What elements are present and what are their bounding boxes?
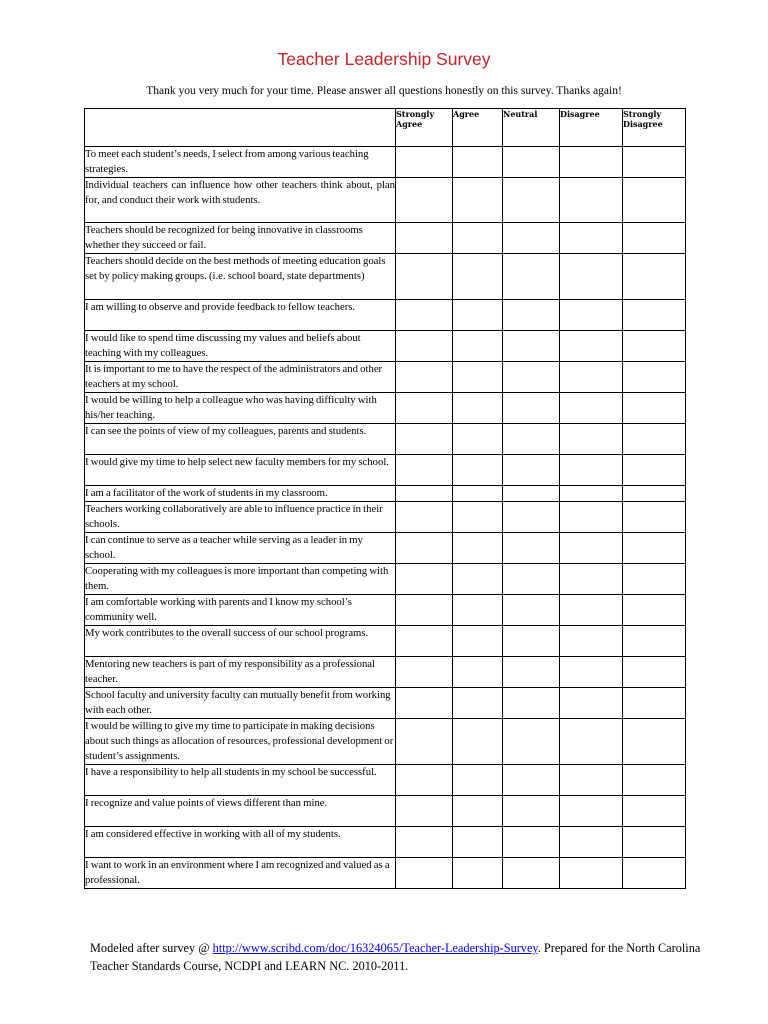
response-cell[interactable]: [453, 254, 503, 300]
statement-text: I recognize and value points of views different than mine.: [85, 796, 396, 827]
response-cell[interactable]: [623, 564, 686, 595]
source-link[interactable]: http://www.scribd.com/doc/16324065/Teacher-Leadership-Survey: [212, 941, 538, 955]
statement-text: I am comfortable working with parents and I know my school’s community well.: [85, 595, 396, 626]
response-cell[interactable]: [396, 331, 453, 362]
column-agree: Agree: [453, 109, 503, 147]
response-cell[interactable]: [396, 147, 453, 178]
table-row: [85, 502, 686, 533]
response-cell[interactable]: [503, 393, 560, 424]
response-cell[interactable]: [396, 657, 453, 688]
table-row: [85, 765, 686, 796]
response-cell[interactable]: [503, 502, 560, 533]
response-cell[interactable]: [396, 858, 453, 889]
response-cell[interactable]: [453, 424, 503, 455]
response-cell[interactable]: [396, 393, 453, 424]
response-cell[interactable]: [623, 455, 686, 486]
response-cell[interactable]: [453, 796, 503, 827]
response-cell[interactable]: [396, 564, 453, 595]
table-row: [85, 300, 686, 331]
response-cell[interactable]: [453, 533, 503, 564]
response-cell[interactable]: [396, 424, 453, 455]
response-cell[interactable]: [503, 455, 560, 486]
response-cell[interactable]: [503, 657, 560, 688]
statement-header-cell: [85, 109, 396, 147]
response-cell[interactable]: [503, 595, 560, 626]
response-cell[interactable]: [396, 502, 453, 533]
statement-text: School faculty and university faculty can mutually benefit from working with each other.: [85, 688, 396, 719]
statement-text: Mentoring new teachers is part of my responsibility as a professional teacher.: [85, 657, 396, 688]
response-cell[interactable]: [623, 657, 686, 688]
response-cell[interactable]: [503, 626, 560, 657]
response-cell[interactable]: [623, 688, 686, 719]
statement-text: I would be willing to give my time to participate in making decisions about such things as allocation of resources, professional development or student’s assignments.: [85, 719, 396, 765]
statement-text: I would be willing to help a colleague who was having difficulty with his/her teaching.: [85, 393, 396, 424]
response-cell[interactable]: [623, 393, 686, 424]
table-row: [85, 424, 686, 455]
response-cell[interactable]: [623, 178, 686, 223]
response-cell[interactable]: [503, 254, 560, 300]
table-row: [85, 178, 686, 223]
response-cell[interactable]: [503, 564, 560, 595]
response-cell[interactable]: [396, 455, 453, 486]
table-row: [85, 362, 686, 393]
response-cell[interactable]: [503, 719, 560, 765]
column-strongly-disagree: Strongly Disagree: [623, 109, 686, 147]
statement-text: Teachers working collaboratively are able to influence practice in their schools.: [85, 502, 396, 533]
table-row: [85, 331, 686, 362]
statement-text: I am a facilitator of the work of students in my classroom.: [85, 486, 396, 502]
response-cell[interactable]: [560, 223, 623, 254]
footer-prefix: Modeled after survey @: [90, 941, 213, 955]
response-cell[interactable]: [623, 626, 686, 657]
response-cell[interactable]: [396, 595, 453, 626]
table-row: [85, 595, 686, 626]
statement-text: I would like to spend time discussing my values and beliefs about teaching with my colleagues.: [85, 331, 396, 362]
survey-table: [84, 108, 686, 889]
statement-text: To meet each student’s needs, I select from among various teaching strategies.: [85, 147, 396, 178]
response-cell[interactable]: [453, 657, 503, 688]
response-cell[interactable]: [503, 178, 560, 223]
response-cell[interactable]: [623, 254, 686, 300]
response-cell[interactable]: [560, 502, 623, 533]
table-row: [85, 657, 686, 688]
statement-text: I can continue to serve as a teacher while serving as a leader in my school.: [85, 533, 396, 564]
table-row: [85, 688, 686, 719]
response-cell[interactable]: [623, 223, 686, 254]
table-header-row: [85, 109, 686, 147]
response-cell[interactable]: [453, 223, 503, 254]
response-cell[interactable]: [503, 688, 560, 719]
statement-text: I am willing to observe and provide feedback to fellow teachers.: [85, 300, 396, 331]
table-row: [85, 486, 686, 502]
response-cell[interactable]: [453, 178, 503, 223]
response-cell[interactable]: [503, 424, 560, 455]
response-cell[interactable]: [396, 486, 453, 502]
table-row: [85, 533, 686, 564]
statement-text: I have a responsibility to help all students in my school be successful.: [85, 765, 396, 796]
response-cell[interactable]: [503, 858, 560, 889]
table-row: [85, 796, 686, 827]
response-cell[interactable]: [396, 827, 453, 858]
response-cell[interactable]: [623, 300, 686, 331]
response-cell[interactable]: [560, 533, 623, 564]
response-cell[interactable]: [396, 719, 453, 765]
response-cell[interactable]: [503, 486, 560, 502]
response-cell[interactable]: [396, 300, 453, 331]
response-cell[interactable]: [560, 254, 623, 300]
response-cell[interactable]: [453, 595, 503, 626]
response-cell[interactable]: [396, 626, 453, 657]
response-cell[interactable]: [560, 178, 623, 223]
survey-instructions: Thank you very much for your time. Please answer all questions honestly on this survey. Thanks again!: [146, 85, 622, 97]
table-row: [85, 626, 686, 657]
table-row: [85, 455, 686, 486]
table-row: [85, 223, 686, 254]
statement-text: Teachers should decide on the best methods of meeting education goals set by policy making groups. (i.e. school board, state departments): [85, 254, 396, 300]
table-row: [85, 564, 686, 595]
response-cell[interactable]: [623, 331, 686, 362]
response-cell[interactable]: [453, 486, 503, 502]
response-cell[interactable]: [560, 424, 623, 455]
response-cell[interactable]: [453, 455, 503, 486]
response-cell[interactable]: [453, 858, 503, 889]
statement-text: I would give my time to help select new faculty members for my school.: [85, 455, 396, 486]
table-row: [85, 858, 686, 889]
response-cell[interactable]: [453, 393, 503, 424]
response-cell[interactable]: [560, 796, 623, 827]
response-cell[interactable]: [560, 827, 623, 858]
response-cell[interactable]: [396, 688, 453, 719]
response-cell[interactable]: [503, 796, 560, 827]
response-cell[interactable]: [503, 533, 560, 564]
response-cell[interactable]: [623, 147, 686, 178]
response-cell[interactable]: [623, 827, 686, 858]
response-cell[interactable]: [623, 858, 686, 889]
column-disagree: Disagree: [560, 109, 623, 147]
response-cell[interactable]: [503, 331, 560, 362]
response-cell[interactable]: [396, 362, 453, 393]
response-cell[interactable]: [453, 719, 503, 765]
response-cell[interactable]: [396, 765, 453, 796]
statement-text: It is important to me to have the respect of the administrators and other teachers at my school.: [85, 362, 396, 393]
response-cell[interactable]: [396, 223, 453, 254]
response-cell[interactable]: [560, 331, 623, 362]
table-row: [85, 827, 686, 858]
page-title: Teacher Leadership Survey: [277, 49, 491, 69]
response-cell[interactable]: [453, 502, 503, 533]
response-cell[interactable]: [503, 147, 560, 178]
table-row: [85, 147, 686, 178]
column-strongly-agree: Strongly Agree: [396, 109, 453, 147]
response-cell[interactable]: [503, 223, 560, 254]
response-cell[interactable]: [560, 455, 623, 486]
response-cell[interactable]: [623, 796, 686, 827]
response-cell[interactable]: [623, 424, 686, 455]
statement-text: Cooperating with my colleagues is more important than competing with them.: [85, 564, 396, 595]
response-cell[interactable]: [453, 827, 503, 858]
response-cell[interactable]: [560, 393, 623, 424]
response-cell[interactable]: [453, 362, 503, 393]
response-cell[interactable]: [560, 688, 623, 719]
response-cell[interactable]: [623, 486, 686, 502]
response-cell[interactable]: [453, 688, 503, 719]
response-cell[interactable]: [453, 331, 503, 362]
response-cell[interactable]: [453, 564, 503, 595]
statement-text: I want to work in an environment where I am recognized and valued as a professional.: [85, 858, 396, 889]
response-cell[interactable]: [560, 147, 623, 178]
statement-text: Individual teachers can influence how other teachers think about, plan for, and conduct their work with students.: [85, 178, 396, 223]
column-neutral: Neutral: [503, 109, 560, 147]
statement-text: Teachers should be recognized for being innovative in classrooms whether they succeed or fail.: [85, 223, 396, 254]
statement-text: I am considered effective in working with all of my students.: [85, 827, 396, 858]
table-row: [85, 719, 686, 765]
response-cell[interactable]: [560, 486, 623, 502]
response-cell[interactable]: [503, 362, 560, 393]
table-row: [85, 254, 686, 300]
response-cell[interactable]: [560, 657, 623, 688]
response-cell[interactable]: [560, 564, 623, 595]
response-cell[interactable]: [453, 300, 503, 331]
response-cell[interactable]: [453, 626, 503, 657]
response-cell[interactable]: [623, 533, 686, 564]
footer-suffix: . Prepared for the North Carolina Teacher Standards Course, NCDPI and LEARN NC. 2010-2011.: [90, 941, 701, 973]
response-cell[interactable]: [560, 765, 623, 796]
response-cell[interactable]: [560, 719, 623, 765]
response-cell[interactable]: [623, 362, 686, 393]
response-cell[interactable]: [560, 858, 623, 889]
response-cell[interactable]: [396, 796, 453, 827]
response-cell[interactable]: [396, 533, 453, 564]
response-cell[interactable]: [560, 626, 623, 657]
footer-note: [90, 939, 710, 975]
response-cell[interactable]: [623, 502, 686, 533]
response-cell[interactable]: [453, 147, 503, 178]
response-cell[interactable]: [503, 827, 560, 858]
response-cell[interactable]: [560, 595, 623, 626]
response-cell[interactable]: [453, 765, 503, 796]
response-cell[interactable]: [623, 595, 686, 626]
response-cell[interactable]: [503, 765, 560, 796]
response-cell[interactable]: [560, 362, 623, 393]
response-cell[interactable]: [623, 765, 686, 796]
response-cell[interactable]: [623, 719, 686, 765]
response-cell[interactable]: [396, 178, 453, 223]
response-cell[interactable]: [396, 254, 453, 300]
statement-text: I can see the points of view of my colleagues, parents and students.: [85, 424, 396, 455]
table-row: [85, 393, 686, 424]
response-cell[interactable]: [560, 300, 623, 331]
response-cell[interactable]: [503, 300, 560, 331]
statement-text: My work contributes to the overall success of our school programs.: [85, 626, 396, 657]
